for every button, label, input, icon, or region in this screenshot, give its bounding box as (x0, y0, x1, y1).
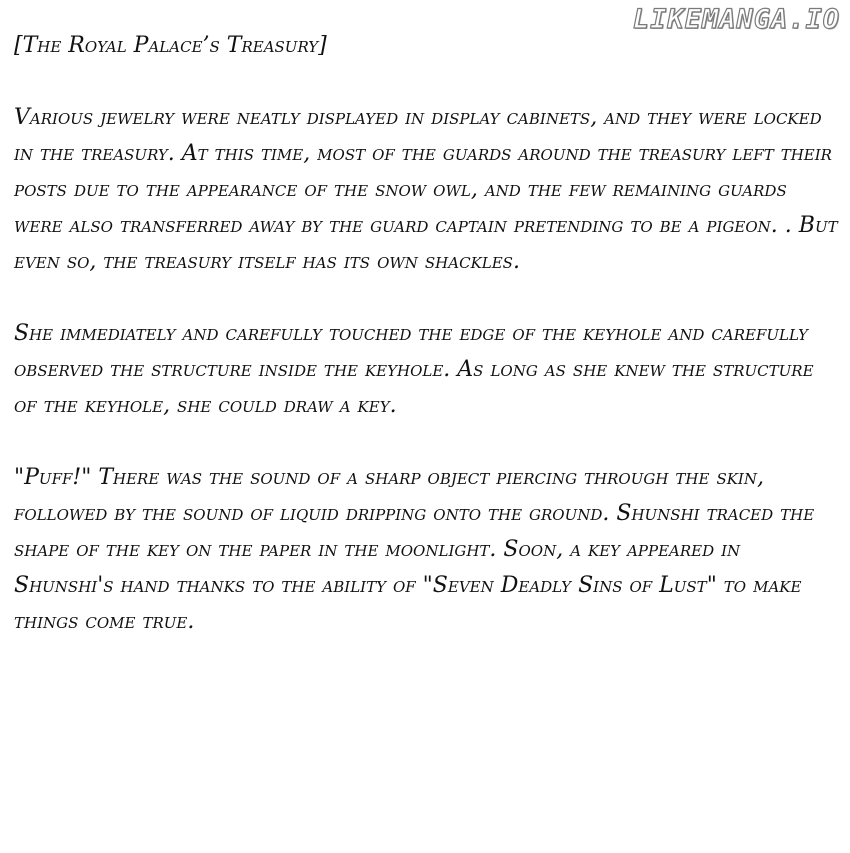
paragraph-2: She immediately and carefully touched the edge of the keyhole and carefully observed the structure inside the keyhole. As long as she knew the structure of the keyhole, she could draw a key. (14, 321, 814, 418)
paragraph-3: "Puff!" There was the sound of a sharp object piercing through the skin, followed by the sound of liquid dripping onto the ground. Shunshi traced the shape of the key on the paper in the moonlight. Soon, a key appeared in Shunshi's hand thanks to the ability of "Seven Deadly Sins of Lust" to make things come true. (14, 465, 815, 634)
paragraph-1: Various jewelry were neatly displayed in display cabinets, and they were locked in the treasury. At this time, most of the guards around the treasury left their posts due to the appearance of the snow owl, and the few remaining guards were also transferred away by the guard captain pretending to be a pigeon. . But even so, the treasury itself has its own shackles. (14, 105, 838, 274)
watermark-logo: LIKEMANGA.IO (632, 4, 840, 35)
page-title: [The Royal Palace’s Treasury] (14, 33, 327, 58)
text-content (14, 28, 840, 676)
